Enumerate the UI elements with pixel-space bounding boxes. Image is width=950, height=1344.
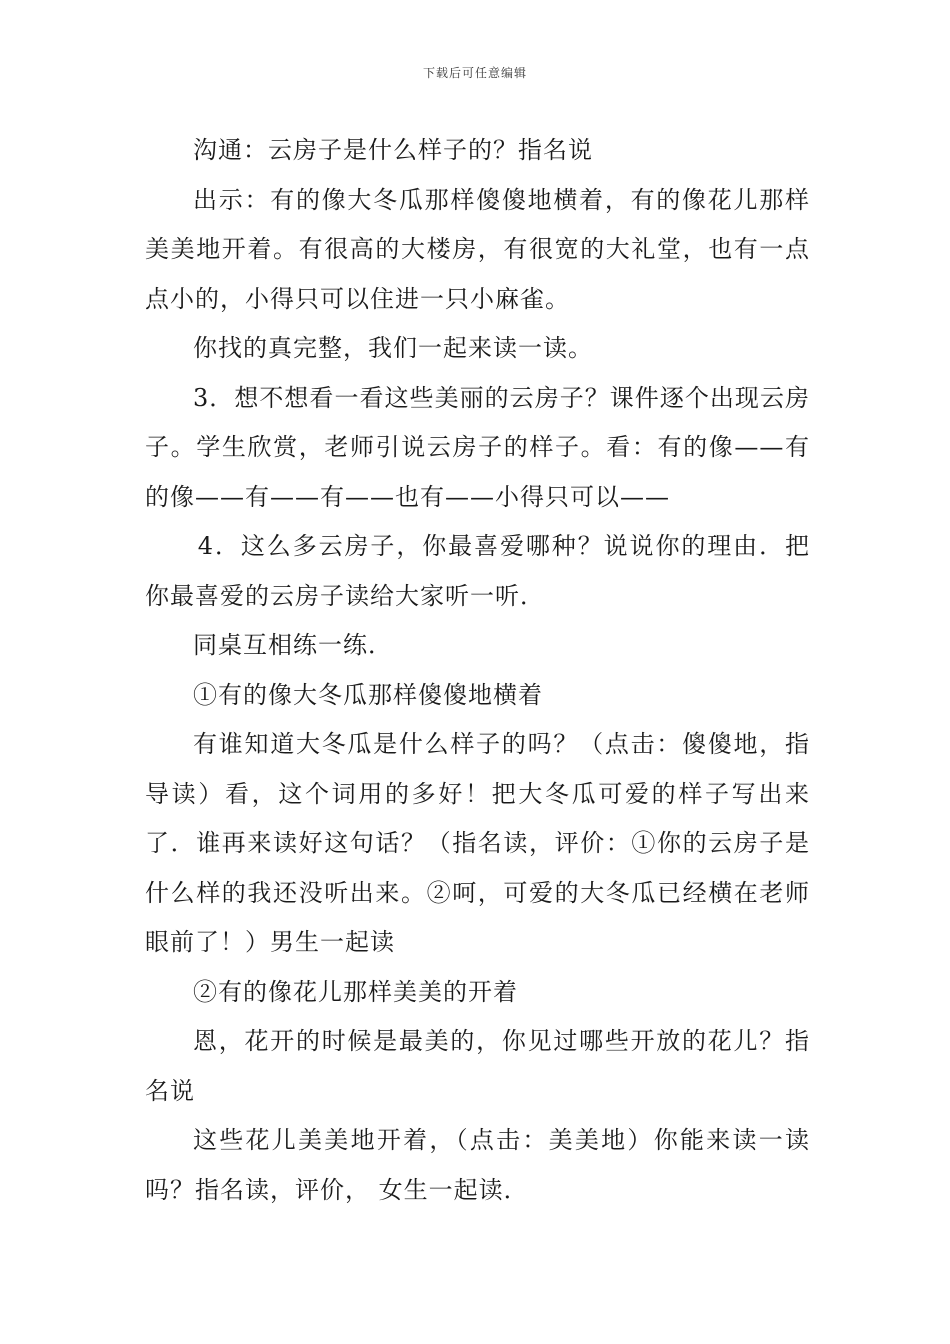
paragraph-deskmate-practice: 同桌互相练一练． [193, 631, 393, 659]
paragraph-item-winter-melon: ①有的像大冬瓜那样傻傻地横着 [193, 680, 543, 709]
paragraph-step-3: 3．想不想看一看这些美丽的云房子？课件逐个出现云房子。学生欣赏，老师引说云房子的样子。看：有的像——有的像——有——有——也有——小得只可以—— [145, 383, 810, 511]
paragraph-display: 出示：有的像大冬瓜那样傻傻地横着，有的像花儿那样美美地开着。有很高的大楼房，有很宽的大礼堂，也有一点点小的，小得只可以住进一只小麻雀。 [145, 185, 810, 313]
paragraph-winter-melon-discussion: 有谁知道大冬瓜是什么样子的吗？（点击：傻傻地，指导读）看，这个词用的多好！把大冬瓜可爱的样子写出来了．谁再来读好这句话？（指名读，评价：①你的云房子是什么样的我还没听出来。②呵，可爱的大冬瓜已经横在老师眼前了！）男生一起读 [145, 730, 810, 956]
document-body [145, 126, 810, 1215]
header-note: 下载后可任意编辑 [422, 66, 527, 80]
paragraph-step-4: 4．这么多云房子，你最喜爱哪种？说说你的理由．把你最喜爱的云房子读给大家听一听． [145, 532, 810, 610]
paragraph-communication: 沟通：云房子是什么样子的？指名说 [193, 136, 593, 164]
paragraph-flowers-reading: 这些花儿美美地开着，（点击：美美地）你能来读一读吗？指名读，评价， 女生一起读． [145, 1126, 810, 1204]
paragraph-flowers-question: 恩，花开的时候是最美的，你见过哪些开放的花儿？指名说 [145, 1027, 810, 1105]
paragraph-read-together: 你找的真完整，我们一起来读一读。 [193, 334, 593, 362]
paragraph-item-flowers: ②有的像花儿那样美美的开着 [193, 977, 518, 1006]
